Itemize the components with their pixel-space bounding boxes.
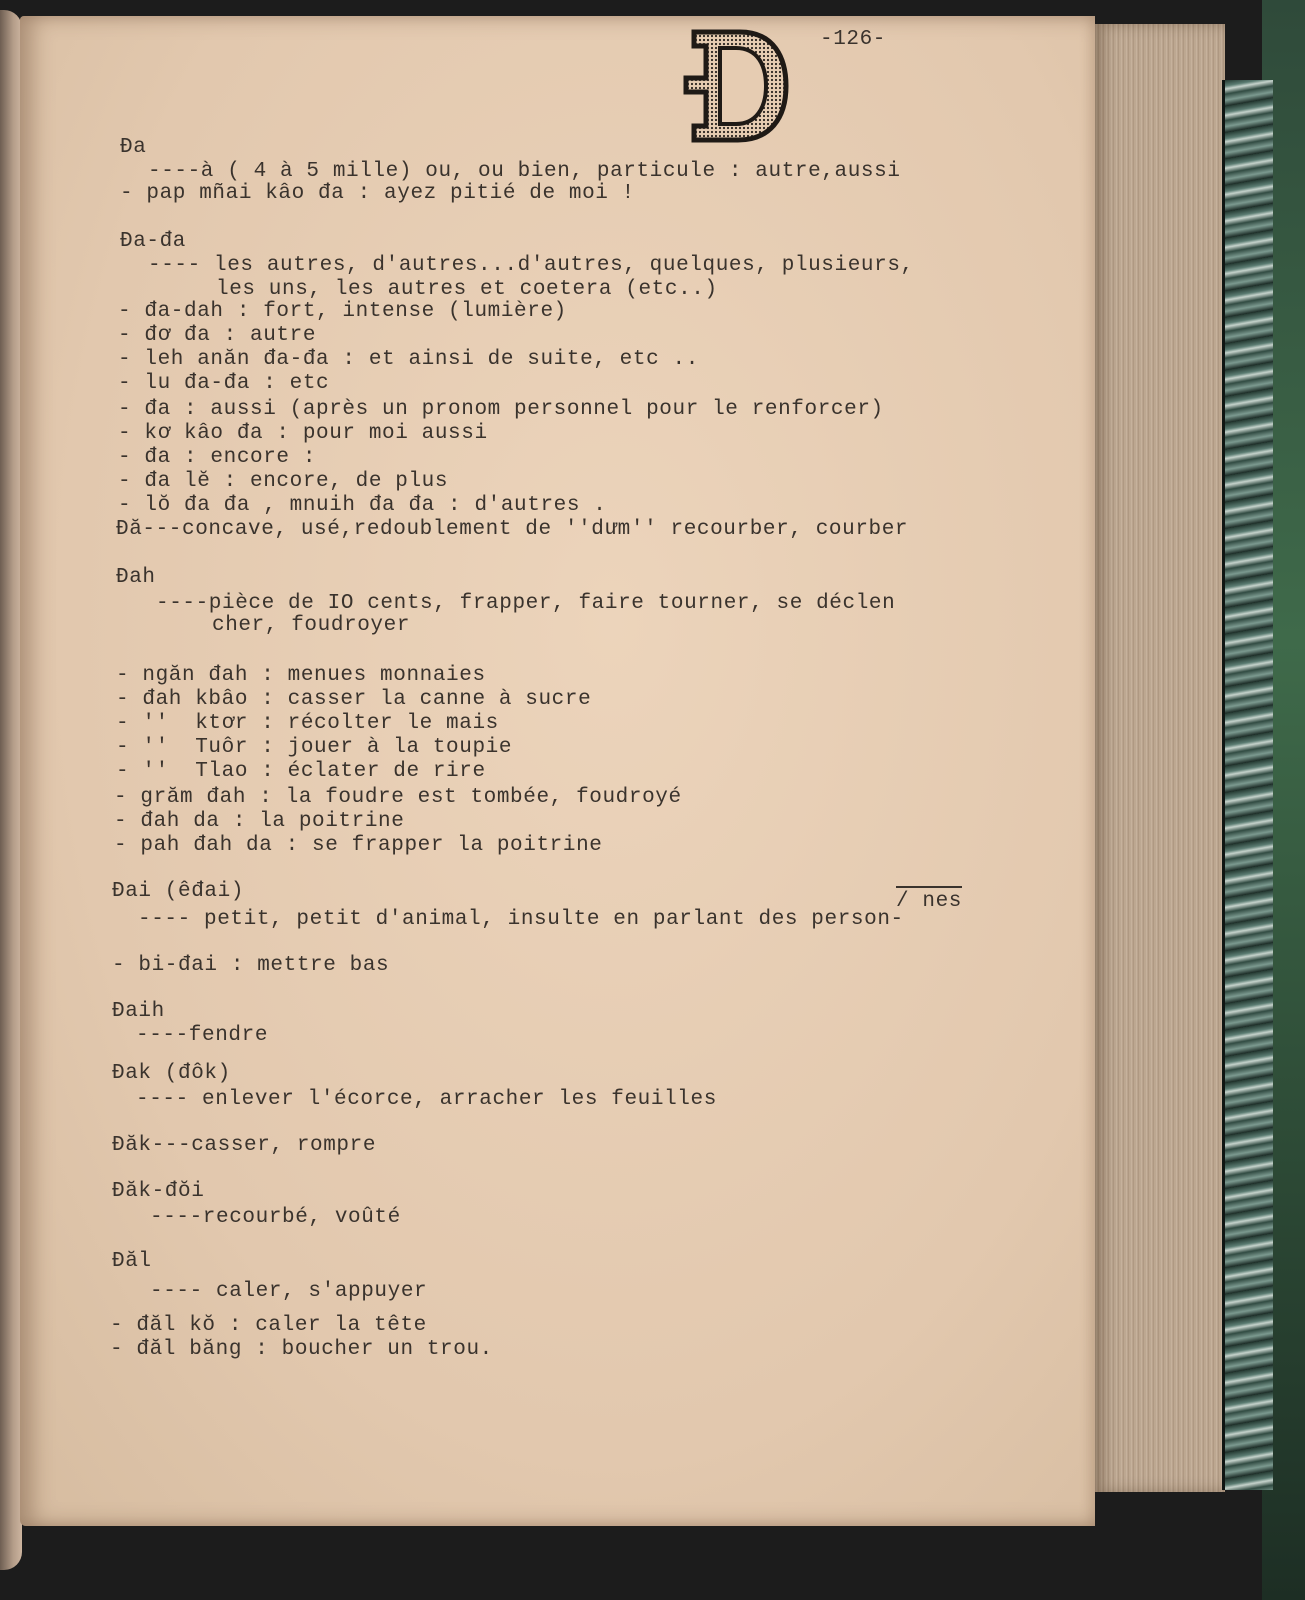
entry-headword: Đah (116, 566, 156, 589)
entry-headword: Đa-đa (120, 230, 187, 253)
entry-headword: Đaih (112, 1000, 165, 1023)
entry-example: - lu đa-đa : etc (118, 372, 330, 395)
entry-example: - đơ đa : autre (118, 324, 317, 347)
entry-definition-cont: cher, foudroyer (212, 614, 411, 637)
entry-headword: Đak (đôk) (112, 1062, 231, 1085)
entry-headword: Đăk---casser, rompre (112, 1134, 377, 1157)
entry-definition: ---- petit, petit d'animal, insulte en parlant des person- (138, 908, 904, 931)
entry-example: - đah kbâo : casser la canne à sucre (116, 688, 592, 711)
entry-definition-cont: les uns, les autres et coetera (etc..) (216, 278, 718, 301)
entry-example: - đăl kŏ : caler la tête (110, 1314, 427, 1337)
decorated-letter-d (682, 26, 792, 146)
entry-definition: ---- caler, s'appuyer (150, 1280, 428, 1303)
entry-headword: Đa (120, 136, 147, 159)
entry-example: - leh anăn đa-đa : et ainsi de suite, etc .. (118, 348, 699, 371)
entry-example: - đa-dah : fort, intense (lumière) (118, 300, 567, 323)
left-page-edge (0, 10, 22, 1570)
entry-example: - đa : encore : (118, 446, 317, 469)
entry-example: - đa : aussi (après un pronom personnel pour le renforcer) (118, 398, 884, 421)
entry-definition: ----fendre (136, 1024, 269, 1047)
entry-headword: Đai (êđai) (112, 880, 245, 903)
entry-example: - đăl băng : boucher un trou. (110, 1338, 493, 1361)
entry-example: - '' Tuôr : jouer à la toupie (116, 736, 513, 759)
entry-definition: ---- les autres, d'autres...d'autres, quelques, plusieurs, (148, 254, 914, 277)
entry-example: - đah da : la poitrine (114, 810, 405, 833)
entry-example: - pah đah da : se frapper la poitrine (114, 834, 603, 857)
entry-definition: ----à ( 4 à 5 mille) ou, ou bien, particule : autre,aussi (148, 160, 901, 183)
entry-example: - kơ kâo đa : pour moi aussi (118, 422, 488, 445)
entry-headword: Đăl (112, 1250, 152, 1273)
entry-example: - lŏ đa đa , mnuih đa đa : d'autres . (118, 494, 607, 517)
entry-definition: ----recourbé, voûté (150, 1206, 401, 1229)
entry-example: - '' Tlao : éclater de rire (116, 760, 486, 783)
page-number: -126- (820, 28, 887, 51)
entry-definition: ----pièce de IO cents, frapper, faire tourner, se déclen (156, 592, 896, 615)
entry-example: - bi-đai : mettre bas (112, 954, 390, 977)
book-page-edges (1095, 24, 1225, 1492)
entry-example: - ngăn đah : menues monnaies (116, 664, 486, 687)
entry-definition: ---- enlever l'écorce, arracher les feuilles (136, 1088, 717, 1111)
entry-continuation-note: / nes (896, 886, 962, 914)
entry-example: - '' ktơr : récolter le mais (116, 712, 499, 735)
entry-example: - pap mñai kâo đa : ayez pitié de moi ! (120, 182, 635, 205)
marbled-cover-edge (1222, 80, 1273, 1490)
entry-example: - grăm đah : la foudre est tombée, foudroyé (114, 786, 682, 809)
entry-example: - đa lĕ : encore, de plus (118, 470, 449, 493)
entry-headword: Đă---concave, usé,redoublement de ''dưm'' recourber, courber (116, 518, 909, 541)
entry-headword: Đăk-đŏi (112, 1180, 205, 1203)
